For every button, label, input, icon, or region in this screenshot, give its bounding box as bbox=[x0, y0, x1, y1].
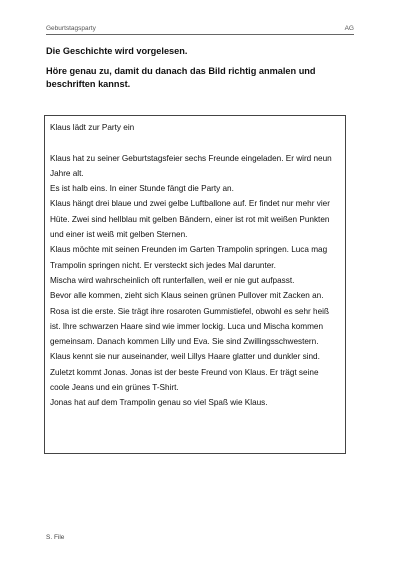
instructions bbox=[46, 45, 356, 98]
story-paragraph: Rosa ist die erste. Sie trägt ihre rosaroten Gummistiefel, obwohl es sehr heiß ist. Ihre schwarzen Haare sind wie immer lockig. Luca und Mischa kommen gemeinsam. Danach kommen Lilly und Eva. Sie sind Zwillingsschwestern. Klaus kennt sie nur auseinander, weil Lillys Haare glatter und dunkler sind. bbox=[50, 306, 329, 362]
story-box bbox=[44, 115, 346, 454]
story-paragraph: Jonas hat auf dem Trampolin genau so viel Spaß wie Klaus. bbox=[50, 398, 268, 408]
story-paragraph: Zuletzt kommt Jonas. Jonas ist der beste Freund von Klaus. Er trägt seine coole Jeans und ein grünes T-Shirt. bbox=[50, 367, 319, 393]
story-title: Klaus lädt zur Party ein bbox=[50, 123, 135, 132]
story-paragraph: Klaus möchte mit seinen Freunden im Garten Trampolin springen. Luca mag Trampolin springen nicht. Er versteckt sich jedes Mal darunter. bbox=[50, 245, 328, 270]
page-footer: S. File bbox=[46, 534, 65, 541]
story-paragraph: Klaus hat zu seiner Geburtstagsfeier sechs Freunde eingeladen. Er wird neun Jahre alt. bbox=[50, 153, 332, 178]
story-paragraph: Bevor alle kommen, zieht sich Klaus seinen grünen Pullover mit Zacken an. bbox=[50, 291, 324, 301]
page-header bbox=[46, 25, 354, 35]
header-initials: AG bbox=[344, 25, 354, 32]
story-paragraph: Mischa wird wahrscheinlich oft runterfallen, weil er nie gut aufpasst. bbox=[50, 275, 295, 285]
instruction-line-2: Höre genau zu, damit du danach das Bild richtig anmalen und beschriften kannst. bbox=[46, 66, 316, 89]
header-title: Geburtstagsparty bbox=[46, 25, 96, 32]
instruction-line-1: Die Geschichte wird vorgelesen. bbox=[46, 46, 188, 56]
story-paragraph: Klaus hängt drei blaue und zwei gelbe Luftballone auf. Er findet nur mehr vier Hüte. Zwei sind hellblau mit gelben Bändern, einer ist rot mit weißen Punkten und einer ist weiß mit gelben Sternen. bbox=[50, 199, 330, 240]
story-paragraph: Es ist halb eins. In einer Stunde fängt die Party an. bbox=[50, 184, 234, 194]
